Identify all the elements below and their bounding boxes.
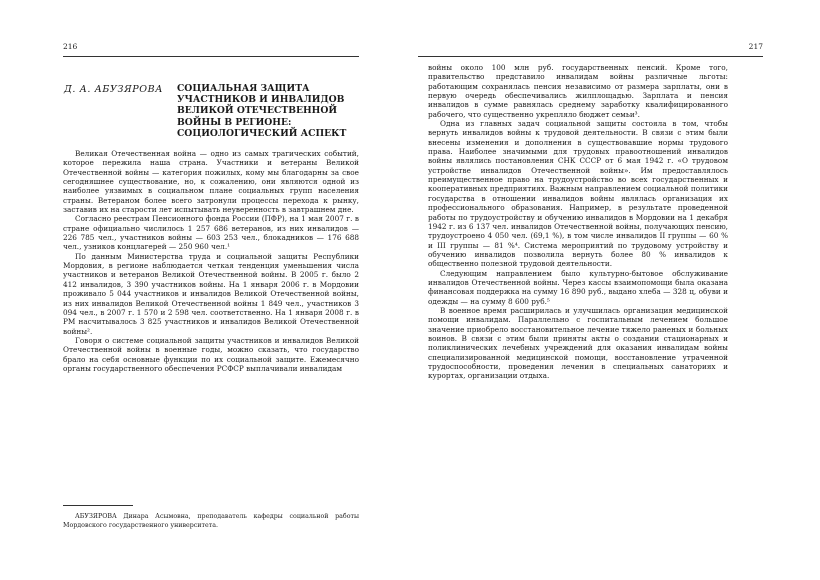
paragraph: По данным Министерства труда и социальной защиты Республики Мордовия, в регионе наблюдается четкая тенденция уменьшения числа участников и ветеранов Великой Отечественной войны. В 2005 г. было 2 412 инвалидов, 3 390 участников войны. На 1 января 2006 г. в Мордовии проживало 5 044 участников и инвалидов Великой Отечественной войны, из них инвалидов Великой Отечественной войны 1 849 чел., участников 3 094 чел., в 2007 г. 1 570 и 2 598 чел. соответственно. На 1 января 2008 г. в РМ насчитывалось 3 825 участников и инвалидов Великой Отечественной войны². bbox=[63, 251, 359, 336]
footnote-text: АБУЗЯРОВА Динара Асымовна, преподаватель кафедры социальной работы Мордовского государственного университета. bbox=[63, 513, 359, 529]
page-number-left: 216 bbox=[63, 42, 78, 51]
left-body-text bbox=[63, 149, 359, 373]
paragraph: Великая Отечественная война — одно из самых трагических событий, которое пережила наша страна. Участники и ветераны Великой Отечественной войны — категория пожилых, кому мы благодарны за свое сегодняшнее существование, но, к сожалению, они являются одной из наиболее уязвимых в социальном плане социальных групп населения страны. Ветераном более всего затронули процессы перехода к рынку, заставив их на старости лет испытывать неуверенность в завтрашнем дне. bbox=[63, 149, 359, 215]
article-title: СОЦИАЛЬНАЯ ЗАЩИТА УЧАСТНИКОВ И ИНВАЛИДОВ ВЕЛИКОЙ ОТЕЧЕСТВЕННОЙ ВОЙНЫ В РЕГИОНЕ: СОЦИОЛОГИЧЕСКИЙ АСПЕКТ bbox=[177, 83, 347, 139]
right-page bbox=[410, 0, 820, 580]
page-number-right: 217 bbox=[748, 42, 763, 51]
article-author: Д. А. АБУЗЯРОВА bbox=[64, 84, 163, 95]
paragraph: Согласно реестрам Пенсионного фонда России (ПФР), на 1 мая 2007 г. в стране официально числилось 1 257 686 ветеранов, из них инвалидов — 226 785 чел., участников войны — 603 253 чел., блокадников — 176 688 чел., узников концлагерей — 250 960 чел.¹ bbox=[63, 214, 359, 252]
paragraph: Одна из главных задач социальной защиты состояла в том, чтобы вернуть инвалидов войны к трудовой деятельности. В связи с этим были внесены изменения и дополнения в существовавшие нормы трудового права. Наиболее значимыми для трудовых правоотношений инвалидов войны являлись постановления СНК СССР от 6 мая 1942 г. «О трудовом устройстве инвалидов Отечественной войны». Им предоставлялось преимущественное право на трудоустройство во всех государственных и кооперативных предприятиях. Важным направлением социальной политики государства в отношении инвалидов войны являлась организация их профессионального образования. Например, в результате проведенной работы по трудоустройству и обучению инвалидов в Мордовии на 1 декабря 1942 г. из 6 137 чел. инвалидов Отечественной войны, получающих пенсию, трудоустроено 4 050 чел. (69,1 %), в том числе инвалидов II группы — 60 % и III группы — 81 %⁴. Система мероприятий по трудовому устройству и обучению инвалидов позволила вернуть более 80 % инвалидов к общественно полезной трудовой деятельности. bbox=[428, 119, 728, 269]
paragraph: войны около 100 млн руб. государственных пенсий. Кроме того, правительство представило инвалидам войны различные льготы: работающим сохранялась пенсия независимо от размера зарплаты, они в первую очередь обеспечивались жилплощадью. Зарплата и пенсия инвалидов в сумме равнялась среднему заработку квалифицированного рабочего, что существенно укрепляло бюджет семьи³. bbox=[428, 63, 728, 119]
header-rule-right bbox=[418, 56, 763, 57]
author-footnote bbox=[63, 512, 359, 530]
paragraph: Говоря о системе социальной защиты участников и инвалидов Великой Отечественной войны в военные годы, можно сказать, что государство брало на себя основные функции по их социальной защите. Ежемесячно органы государственного обеспечения РСФСР выплачивали инвалидам bbox=[63, 335, 359, 373]
right-body-text bbox=[428, 63, 728, 381]
paragraph: Следующим направлением было культурно-бытовое обслуживание инвалидов Отечественной войны. Через кассы взаимопомощи была оказана финансовая поддержка на сумму 16 890 руб., выдано хлеба — 328 ц, обуви и одежды — на сумму 8 600 руб.⁵ bbox=[428, 268, 728, 306]
paragraph: В военное время расширилась и улучшилась организация медицинской помощи инвалидам. Параллельно с госпитальным лечением большое значение приобрело восстановительное лечение тяжело раненых и больных воинов. В связи с этим были приняты акты о создании стационарных и поликлинических лечебных учреждений для оказания инвалидам войны специализированной медицинской помощи, восстановление утраченной трудоспособности, проведения лечения в специальных санаториях и курортах, организации отдыха. bbox=[428, 305, 728, 381]
footnote-divider bbox=[63, 505, 133, 506]
header-rule-left bbox=[63, 56, 359, 57]
